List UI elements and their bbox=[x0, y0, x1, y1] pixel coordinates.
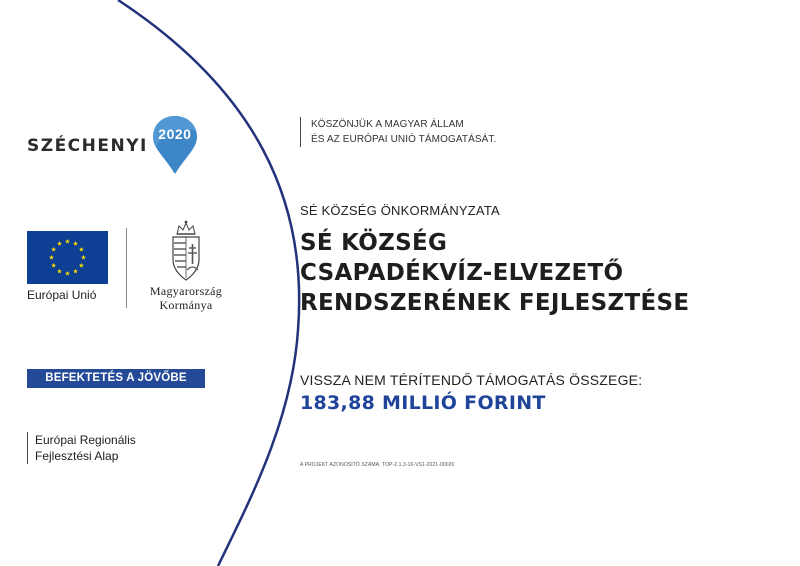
thanks-note bbox=[300, 117, 496, 147]
szechenyi-year: 2020 bbox=[158, 126, 192, 142]
project-title bbox=[300, 228, 689, 318]
szechenyi-2020-logo bbox=[27, 116, 200, 176]
fund-line1: Európai Regionális bbox=[35, 433, 136, 447]
fund-line2: Fejlesztési Alap bbox=[35, 449, 119, 463]
grant-label: VISSZA NEM TÉRÍTENDŐ TÁMOGATÁS ÖSSZEGE: bbox=[300, 372, 643, 388]
hu-gov-line1: Magyarország bbox=[149, 284, 223, 298]
project-title-line2: CSAPADÉKVÍZ-ELVEZETŐ bbox=[300, 260, 624, 286]
grant-amount: 183,88 MILLIÓ FORINT bbox=[300, 392, 546, 414]
beneficiary-name: SÉ KÖZSÉG ÖNKORMÁNYZATA bbox=[300, 203, 500, 218]
hungarian-government-logo bbox=[134, 220, 238, 312]
eu-flag-icon bbox=[27, 231, 108, 284]
project-id: A PROJEKT AZONOSÍTÓ SZÁMA: TOP-2.1.3-16-VS1-2021-00026 bbox=[300, 462, 455, 468]
eu-logo bbox=[27, 231, 108, 302]
eu-label: Európai Unió bbox=[27, 288, 97, 302]
investment-badge: BEFEKTETÉS A JÖVŐBE bbox=[27, 369, 205, 388]
szechenyi-wordmark: SZÉCHENYI bbox=[27, 136, 148, 156]
hungarian-coat-of-arms-icon bbox=[166, 220, 206, 284]
thanks-line1: KÖSZÖNJÜK A MAGYAR ÁLLAM bbox=[311, 119, 464, 130]
project-title-line1: SÉ KÖZSÉG bbox=[300, 230, 448, 256]
logo-divider bbox=[126, 228, 127, 308]
fund-label bbox=[27, 432, 136, 464]
thanks-line2: ÉS AZ EURÓPAI UNIÓ TÁMOGATÁSÁT. bbox=[311, 134, 497, 145]
szechenyi-pin-icon bbox=[150, 114, 200, 176]
project-title-line3: RENDSZERÉNEK FEJLESZTÉSE bbox=[300, 290, 690, 316]
hu-gov-line2: Kormánya bbox=[159, 298, 213, 312]
